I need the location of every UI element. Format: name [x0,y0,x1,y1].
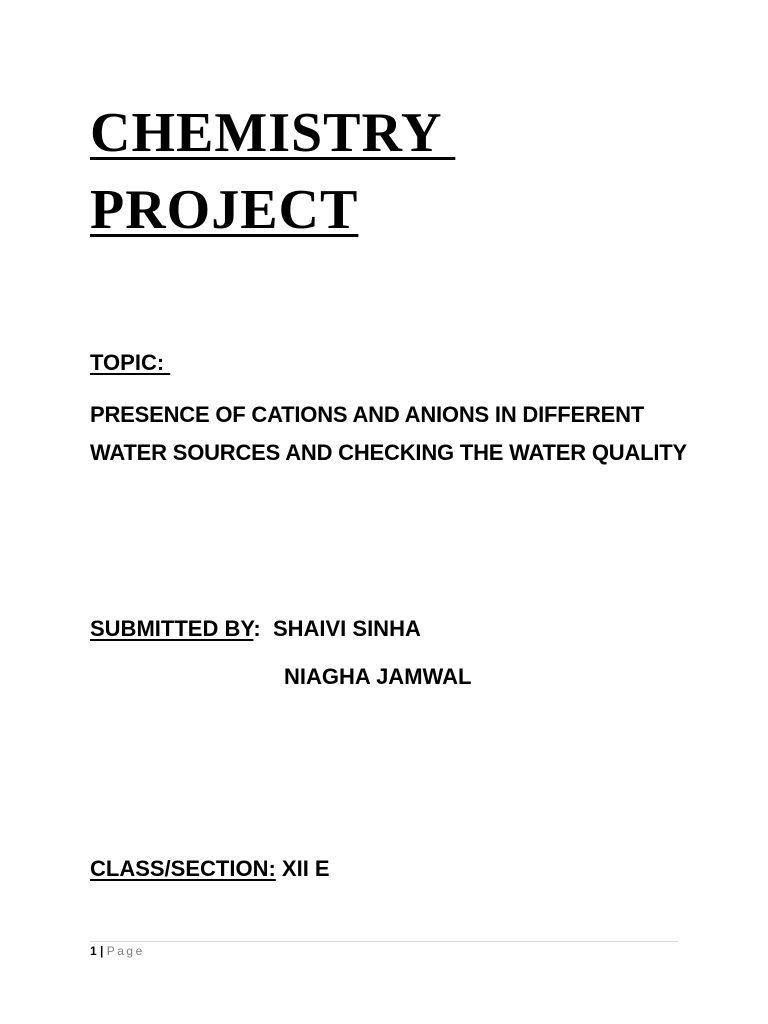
page-word: Page [106,944,145,958]
submitted-name-1: SHAIVI SINHA [272,616,421,641]
submitted-name-2: NIAGHA JAMWAL [284,664,472,689]
submitted-by-line [90,616,421,642]
topic-label: TOPIC: [90,350,171,375]
title-line-1: CHEMISTRY [90,102,456,164]
footer-divider [90,941,678,942]
page-footer [90,944,145,958]
footer-separator: | [96,944,107,958]
submitted-by-colon: : [253,616,273,641]
topic-text: PRESENCE OF CATIONS AND ANIONS IN DIFFERENT WATER SOURCES AND CHECKING THE WATER QUALITY [90,402,688,465]
page-number: 1 [90,944,97,958]
class-section-value: XII E [275,856,330,881]
class-section-label: CLASS/SECTION: [90,856,276,881]
class-section-line [90,856,330,882]
submitted-by-label: SUBMITTED BY [90,616,254,641]
title-line-2: PROJECT [90,179,359,241]
